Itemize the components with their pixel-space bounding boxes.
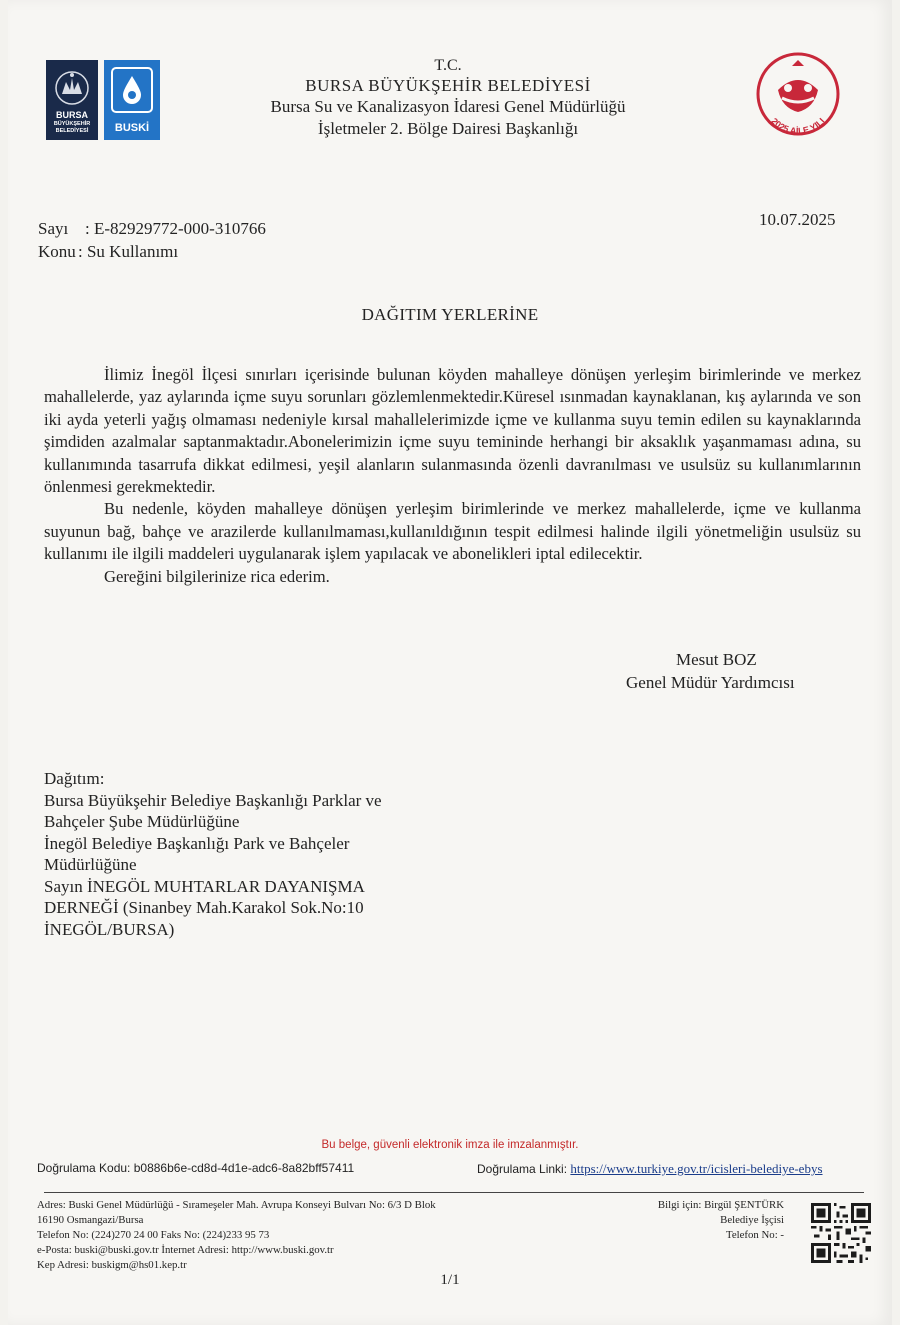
verification-link-label: Doğrulama Linki:: [477, 1162, 568, 1176]
footer-address-line: Kep Adresi: buskigm@hs01.kep.tr: [37, 1259, 187, 1271]
family-year-seal: [748, 48, 848, 140]
distribution-line: İNEGÖL/BURSA): [44, 919, 175, 939]
footer-address-line: Telefon No: (224)270 24 00 Faks No: (224)233 95 73: [37, 1229, 270, 1241]
logo-bursa-line1: BURSA: [55, 110, 88, 120]
signature-title: Genel Müdür Yardımcısı: [626, 673, 795, 692]
distribution-list: [44, 768, 464, 940]
page-title: DAĞITIM YERLERİNE: [361, 305, 539, 324]
e-signature-note: Bu belge, güvenli elektronik imza ile imzalanmıştır.: [321, 1139, 579, 1151]
distribution-line: Sayın İNEGÖL MUHTARLAR DAYANIŞMA: [44, 876, 365, 896]
header-municipality: BURSA BÜYÜKŞEHİR BELEDİYESİ: [305, 76, 591, 95]
footer-info-line: Belediye İşçisi: [720, 1214, 784, 1226]
city-emblem-icon: [46, 64, 98, 112]
qr-code-icon: [811, 1202, 871, 1264]
seal-text: 2025 AİLE YILI: [769, 115, 827, 137]
body-paragraph: Bu nedenle, köyden mahalleye dönüşen yerleşim birimlerinde ve merkez mahallelerde, içme ve kullanma suyunun bağ, bahçe ve arazilerde kullanılmaması,kullanıldığının tespit edilmesi halinde ilgili yönetmeliğin usulsüz su kullanımı ile ilgili maddeleri uygulanarak işlem yapılacak ve abonelikleri iptal edilecektir.: [44, 499, 861, 564]
bursa-municipality-logo: [46, 60, 98, 140]
konu-value: : Su Kullanımı: [78, 242, 179, 261]
buski-logo: [104, 60, 160, 140]
body-paragraph: İlimiz İnegöl İlçesi sınırları içerisinde bulunan köyden mahalleye dönüşen yerleşim birimlerinde ve merkez mahallelerde, yaz aylarında içme suyu sorunları gözlemlenmektedir.Küresel ısınmadan kaynaklanan, kış aylarında ve son iki ayda yeterli yağış olmaması nedeniyle kırsal mahallelerimizde içme ve kullanma suyu temin edilen su kaynaklarında şimdiden azalmalar saptanmaktadır.Abonelerimizin içme suyu temininde herhangi bir aksaklık yaşanmaması adına, su kullanımında tasarrufa dikkat edilmesi, yeşil alanların sulanmasında özenli davranılması ve usulsüz su kullanımlarının önlenmesi gerekmektedir.: [44, 365, 861, 497]
header-tc: T.C.: [434, 57, 462, 74]
svg-text:2025 AİLE YILI: [769, 116, 826, 136]
page-number: 1/1: [440, 1272, 460, 1288]
footer-info-line: Bilgi için: Birgül ŞENTÜRK: [657, 1199, 784, 1211]
signature-name: Mesut BOZ: [676, 650, 757, 669]
header-directorate: Bursa Su ve Kanalizasyon İdaresi Genel Müdürlüğü: [270, 97, 626, 116]
water-drop-icon: [104, 62, 160, 118]
logo-buski-text: BUSKİ: [114, 122, 150, 134]
verification-link-row: [477, 1161, 872, 1177]
footer-divider: [44, 1192, 864, 1193]
sayi-label: Sayı: [38, 219, 69, 238]
logo-bursa-line2: BÜYÜKŞEHİR: [53, 121, 91, 127]
konu-label: Konu: [38, 242, 76, 261]
distribution-line: DERNEĞİ (Sinanbey Mah.Karakol Sok.No:10: [44, 898, 364, 917]
logo-bursa-line3: BELEDİYESİ: [55, 128, 89, 134]
sayi-value: : E-82929772-000-310766: [85, 219, 266, 238]
footer-address-line: 16190 Osmangazi/Bursa: [37, 1214, 144, 1226]
verification-code: [37, 1161, 354, 1175]
distribution-line: Müdürlüğüne: [44, 855, 137, 874]
verification-code-value: b0886b6e-cd8d-4d1e-adc6-8a82bff57411: [133, 1161, 355, 1175]
document-date: 10.07.2025: [759, 210, 836, 229]
document-page: [8, 0, 892, 1325]
distribution-line: Bahçeler Şube Müdürlüğüne: [44, 812, 240, 831]
footer-info: [658, 1198, 784, 1243]
header-department: İşletmeler 2. Bölge Dairesi Başkanlığı: [317, 119, 579, 138]
distribution-label: Dağıtım:: [44, 769, 105, 788]
distribution-line: Bursa Büyükşehir Belediye Başkanlığı Parklar ve: [44, 790, 382, 810]
letter-body: [44, 364, 861, 588]
footer-address-line: e-Posta: buski@buski.gov.tr İnternet Adresi: http://www.buski.gov.tr: [37, 1244, 334, 1256]
verification-code-label: Doğrulama Kodu:: [37, 1161, 131, 1175]
footer-info-line: Telefon No: -: [725, 1229, 784, 1241]
distribution-line: İnegöl Belediye Başkanlığı Park ve Bahçeler: [44, 833, 350, 853]
footer-address: [37, 1198, 436, 1273]
footer-address-line: Adres: Buski Genel Müdürlüğü - Sırameşeler Mah. Avrupa Konseyi Bulvarı No: 6/3 D Blok: [37, 1199, 436, 1211]
verification-link[interactable]: https://www.turkiye.gov.tr/icisleri-belediye-ebys: [570, 1161, 823, 1176]
closing-line: Gereğini bilgilerinize rica ederim.: [104, 566, 330, 586]
